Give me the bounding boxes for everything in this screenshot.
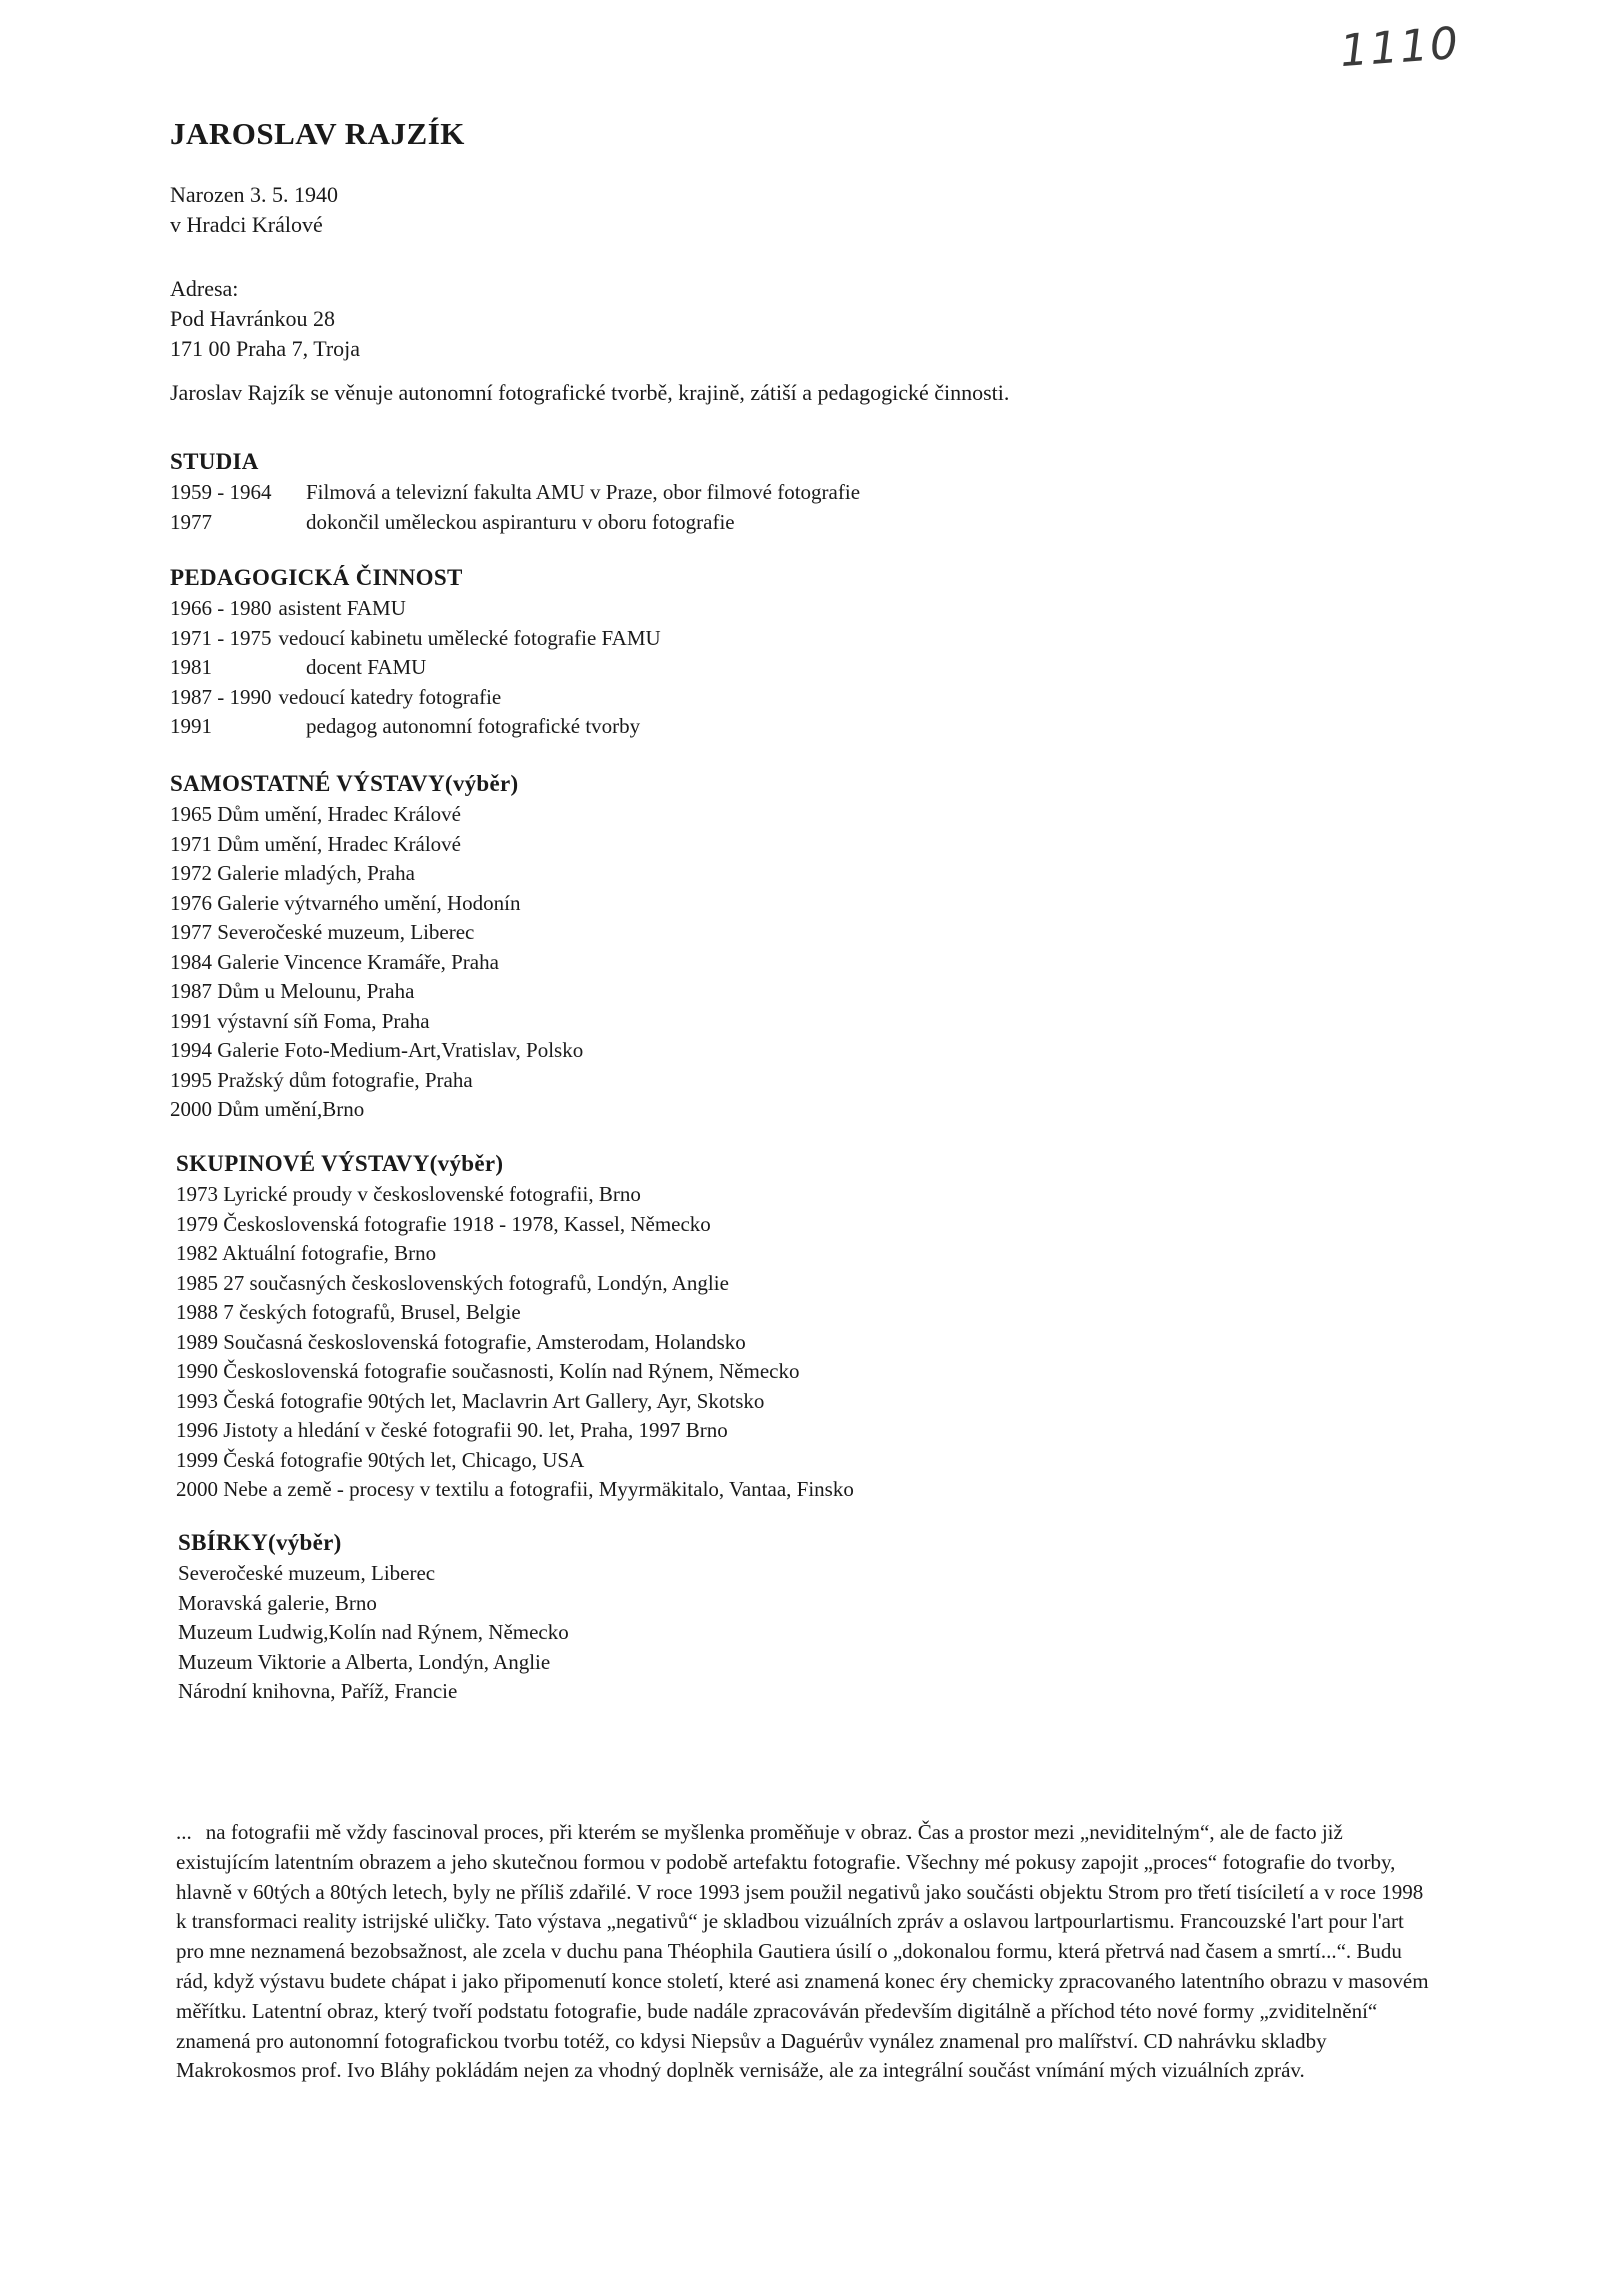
section-pedagogika: [170, 562, 661, 742]
pedagogika-row: [170, 683, 661, 713]
handwritten-page-number: 1110: [1338, 17, 1462, 78]
intro-text: Jaroslav Rajzík se věnuje autonomní fotografické tvorbě, krajině, zátiší a pedagogické činnosti.: [170, 380, 1010, 405]
list-item: 1988 7 českých fotografů, Brusel, Belgie: [176, 1300, 521, 1324]
address-block: [170, 274, 360, 364]
list-item: 1977 Severočeské muzeum, Liberec: [170, 920, 475, 944]
section-skupinove: [176, 1148, 854, 1505]
list-item: 1985 27 současných československých fotografů, Londýn, Anglie: [176, 1270, 729, 1295]
statement-lead: ...: [176, 1820, 192, 1844]
list-item: Muzeum Viktorie a Alberta, Londýn, Anglie: [178, 1649, 551, 1674]
pedagogika-text: asistent FAMU: [278, 596, 406, 620]
list-item: 1982 Aktuální fotografie, Brno: [176, 1241, 437, 1265]
list-item: 1972 Galerie mladých, Praha: [170, 861, 415, 885]
list-item: 1999 Česká fotografie 90tých let, Chicago, USA: [176, 1447, 585, 1472]
intro: [170, 378, 1009, 408]
birth-date: Narozen 3. 5. 1940: [170, 182, 339, 207]
pedagogika-text: docent FAMU: [306, 655, 427, 679]
list-item: 1995 Pražský dům fotografie, Praha: [170, 1067, 473, 1092]
pedagogika-row: [170, 624, 661, 654]
address-label: Adresa:: [170, 276, 239, 301]
list-item: Národní knihovna, Paříž, Francie: [178, 1679, 458, 1703]
pedagogika-year: 1966 - 1980: [170, 596, 272, 620]
list-item: 1979 Československá fotografie 1918 - 1978, Kassel, Německo: [176, 1211, 711, 1236]
section-heading: SBÍRKY(výběr): [178, 1530, 342, 1555]
section-sbirky: [178, 1527, 569, 1707]
pedagogika-text: vedoucí katedry fotografie: [278, 684, 502, 709]
list-item: 1987 Dům u Melounu, Praha: [170, 979, 415, 1003]
list-item: 1994 Galerie Foto-Medium-Art,Vratislav, Polsko: [170, 1038, 584, 1062]
list-item: 1993 Česká fotografie 90tých let, Maclavrin Art Gallery, Ayr, Skotsko: [176, 1388, 765, 1413]
address-city: 171 00 Praha 7, Troja: [170, 336, 361, 361]
list-item: 1990 Československá fotografie současnosti, Kolín nad Rýnem, Německo: [176, 1359, 800, 1383]
list-item: 1996 Jistoty a hledání v české fotografii 90. let, Praha, 1997 Brno: [176, 1418, 728, 1442]
section-heading: SAMOSTATNÉ VÝSTAVY(výběr): [170, 771, 519, 796]
pedagogika-year: 1987 - 1990: [170, 684, 272, 709]
section-heading: SKUPINOVÉ VÝSTAVY(výběr): [176, 1151, 504, 1176]
section-heading: STUDIA: [170, 449, 259, 474]
list-item: 1971 Dům umění, Hradec Králové: [170, 831, 461, 856]
pedagogika-row: [170, 653, 661, 683]
pedagogika-row: [170, 712, 661, 742]
address-street: Pod Havránkou 28: [170, 306, 335, 331]
list-item: Muzeum Ludwig,Kolín nad Rýnem, Německo: [178, 1620, 569, 1644]
page-title: JAROSLAV RAJZÍK: [170, 116, 465, 151]
artist-statement: [176, 1818, 1436, 2086]
statement-text: na fotografii mě vždy fascinoval proces, při kterém se myšlenka proměňuje v obraz. Čas a prostor mezi „neviditelným“, ale de facto již existujícím latentním obrazem a jeho skutečnou formou v podobě artefaktu fotografie. Všechny mé pokusy zapojit „proces“ fotografie do tvorby, hlavně v 60tých a 80tých letech, byly ne příliš zdařilé. V roce 1993 jsem použil negativů jako součásti objektu Strom pro třetí tisíciletí a v roce 1998 k transformaci reality istrijské uličky. Tato výstava „negativů“ je skladbou vizuálních zpráv a oslavou lartpourlartismu. Francouzské l'art pour l'art pro mne neznamená bezobsažnost, ale zcela v duchu pana Théophila Gautiera úsilí o „dokonalou formu, která přetrvá nad časem a smrtí...“. Budu rád, když výstavu budete chápat i jako připomenutí konce století, které asi znamená konec éry chemicky zpracovaného latentního obrazu v masovém měřítku. Latentní obraz, který tvoří podstatu fotografie, bude nadále zpracováván především digitálně a příchod této nové formy „zviditelnění“ znamená pro autonomní fotografickou tvorbu totéž, co kdysi Niepsův a Daguérův vynález znamenal pro malířství. CD nahrávku skladby Makrokosmos prof. Ivo Bláhy pokládám nejen za vhodný doplněk vernisáže, ale za integrální součást vnímání mých vizuálních zpráv.: [176, 1820, 1429, 2083]
list-item: 1973 Lyrické proudy v československé fotografii, Brno: [176, 1182, 641, 1206]
pedagogika-row: [170, 594, 661, 624]
list-item: 1976 Galerie výtvarného umění, Hodonín: [170, 890, 521, 915]
pedagogika-year: 1971 - 1975: [170, 625, 272, 650]
studia-row: [170, 478, 860, 508]
studia-year: 1959 - 1964: [170, 480, 272, 504]
pedagogika-year: 1981: [170, 655, 212, 679]
section-heading: PEDAGOGICKÁ ČINNOST: [170, 565, 463, 590]
birth-place: v Hradci Králové: [170, 212, 323, 237]
studia-year: 1977: [170, 509, 212, 534]
list-item: Severočeské muzeum, Liberec: [178, 1561, 436, 1585]
birth-info: [170, 180, 338, 240]
studia-text: Filmová a televizní fakulta AMU v Praze, obor filmové fotografie: [306, 480, 861, 504]
section-studia: [170, 446, 860, 537]
pedagogika-text: vedoucí kabinetu umělecké fotografie FAMU: [278, 625, 661, 650]
studia-text: dokončil uměleckou aspiranturu v oboru fotografie: [306, 509, 735, 534]
list-item: 1991 výstavní síň Foma, Praha: [170, 1008, 430, 1033]
list-item: Moravská galerie, Brno: [178, 1590, 377, 1615]
list-item: 1965 Dům umění, Hradec Králové: [170, 802, 461, 826]
section-samostatne: [170, 768, 583, 1125]
pedagogika-text: pedagog autonomní fotografické tvorby: [306, 714, 641, 738]
list-item: 2000 Dům umění,Brno: [170, 1097, 365, 1121]
list-item: 1984 Galerie Vincence Kramáře, Praha: [170, 949, 499, 974]
list-item: 1989 Současná československá fotografie, Amsterodam, Holandsko: [176, 1329, 746, 1354]
list-item: 2000 Nebe a země - procesy v textilu a fotografii, Myyrmäkitalo, Vantaa, Finsko: [176, 1477, 854, 1501]
studia-row: [170, 508, 860, 538]
pedagogika-year: 1991: [170, 714, 212, 738]
